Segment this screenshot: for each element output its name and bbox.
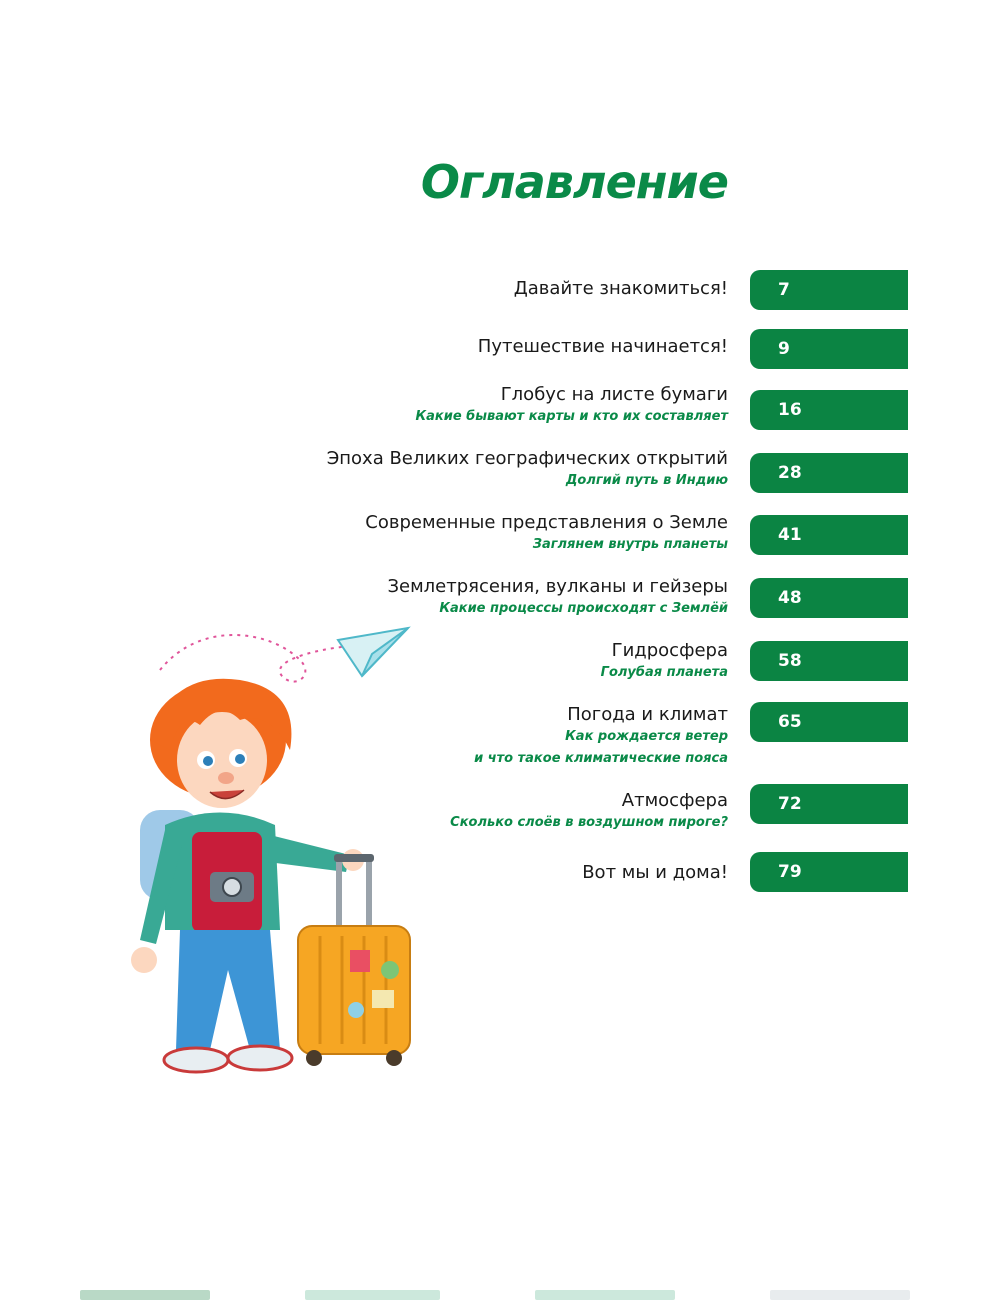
entry-subtitle-line-2: и что такое климатические пояса <box>474 751 728 766</box>
page-number-tab[interactable]: 9 <box>750 329 908 369</box>
page-number-tab[interactable]: 79 <box>750 852 908 892</box>
entry-subtitle: Голубая планета <box>600 665 728 680</box>
page-number-tab[interactable]: 48 <box>750 578 908 618</box>
page-number-tab[interactable]: 72 <box>750 784 908 824</box>
page-number-tab[interactable]: 28 <box>750 453 908 493</box>
entry-title: Вот мы и дома! <box>582 862 728 883</box>
entry-title: Землетрясения, вулканы и гейзеры <box>387 576 728 597</box>
page-number-tab[interactable]: 7 <box>750 270 908 310</box>
entry-title: Давайте знакомиться! <box>513 278 728 299</box>
entry-title: Глобус на листе бумаги <box>500 384 728 405</box>
page-number-tab[interactable]: 58 <box>750 641 908 681</box>
page-thumbnail[interactable] <box>770 1290 910 1300</box>
entry-subtitle: Какие бывают карты и кто их составляет <box>415 409 728 424</box>
entry-title: Погода и климат <box>567 704 728 725</box>
paper-plane-icon <box>338 628 408 676</box>
flight-path <box>160 635 350 682</box>
entry-subtitle: Долгий путь в Индию <box>565 473 728 488</box>
page-thumbnail[interactable] <box>305 1290 440 1300</box>
entry-subtitle: Какие процессы происходят с Землёй <box>439 601 728 616</box>
entry-title: Эпоха Великих географических открытий <box>326 448 728 469</box>
entry-subtitle: Заглянем внутрь планеты <box>532 537 728 552</box>
page-number-tab[interactable]: 16 <box>750 390 908 430</box>
suitcase-icon <box>298 926 410 1066</box>
entry-subtitle: Как рождается ветер <box>565 729 728 744</box>
page-number-tab[interactable]: 65 <box>750 702 908 742</box>
entry-title: Современные представления о Земле <box>365 512 728 533</box>
boy-traveler-illustration <box>110 610 430 1090</box>
page-title: Оглавление <box>420 155 728 209</box>
entry-subtitle: Сколько слоёв в воздушном пироге? <box>450 815 728 830</box>
page-thumbnail[interactable] <box>80 1290 210 1300</box>
page-thumbnail[interactable] <box>535 1290 675 1300</box>
page-number-tab[interactable]: 41 <box>750 515 908 555</box>
page-thumbnail-strip <box>0 1288 1000 1300</box>
entry-title: Путешествие начинается! <box>477 336 728 357</box>
entry-title: Гидросфера <box>611 640 728 661</box>
entry-title: Атмосфера <box>621 790 728 811</box>
